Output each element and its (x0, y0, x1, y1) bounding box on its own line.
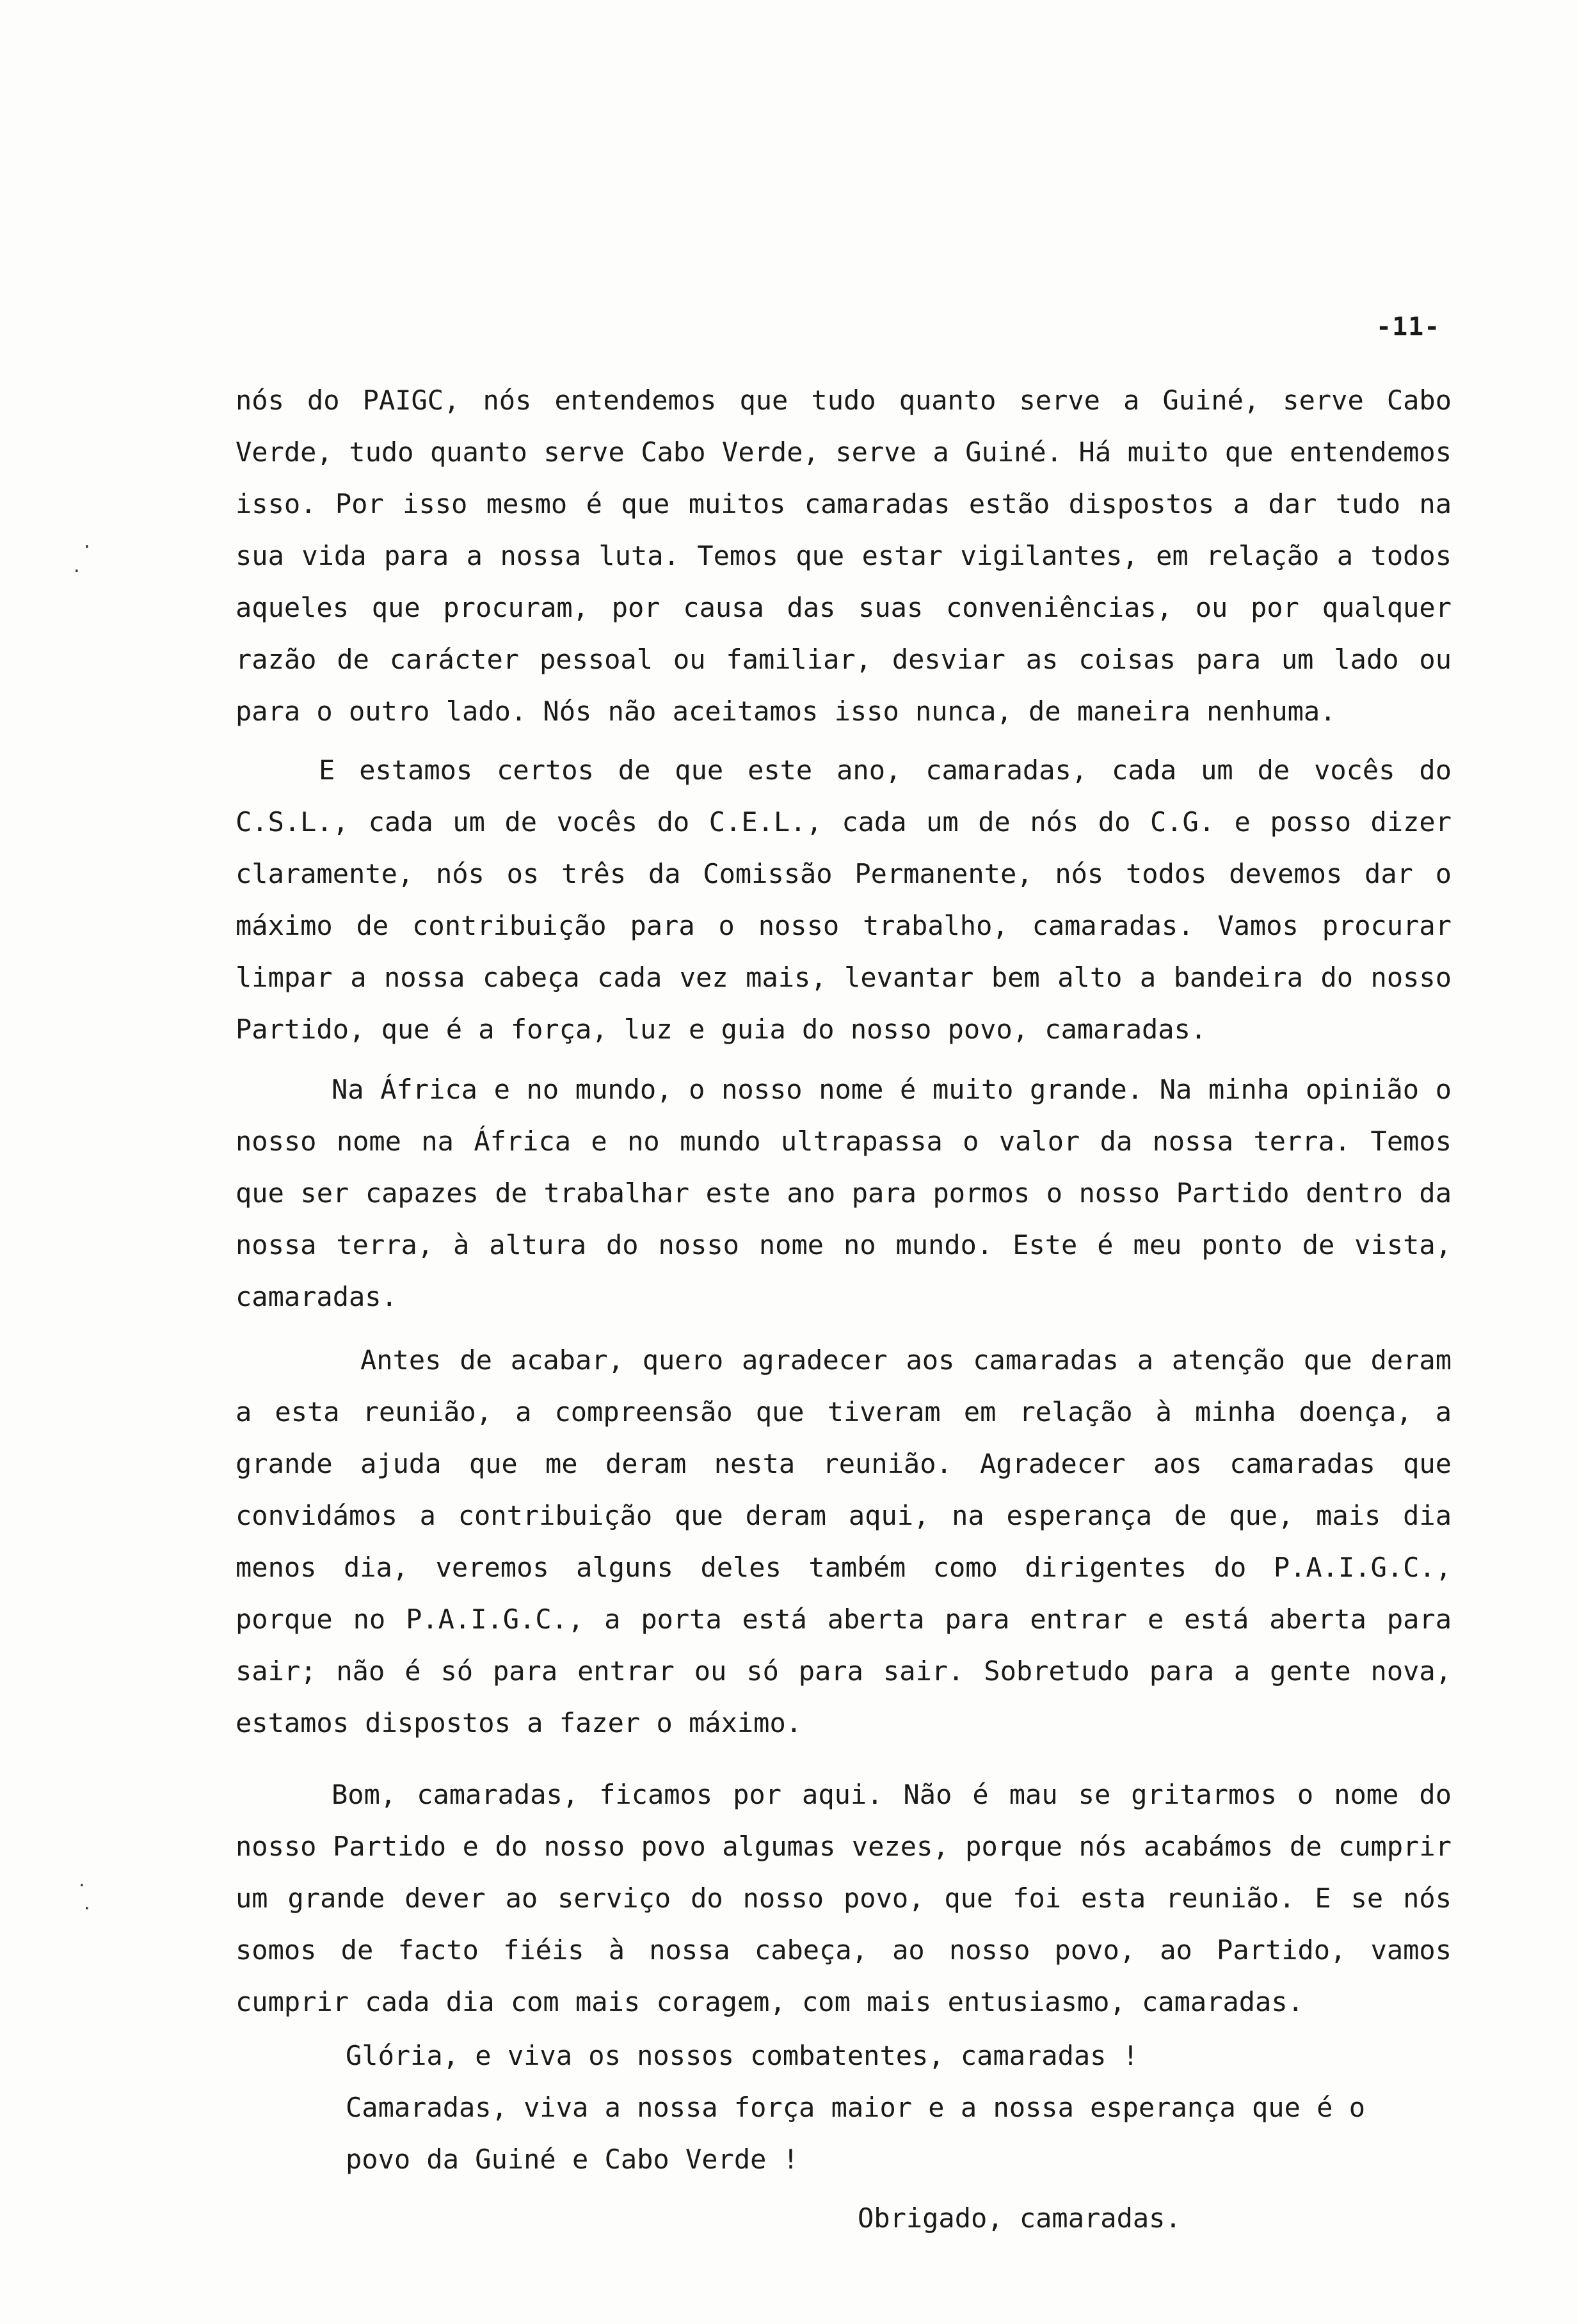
closing-line-2: Camaradas, viva a nossa força maior e a nossa esperança que é o (346, 2092, 1366, 2123)
paragraph-2 (236, 744, 1452, 1055)
paragraph-4-text: Antes de acabar, quero agradecer aos camaradas a atenção que deram a esta reunião, a compreensão que tiveram em relação à minha doença, a grande ajuda que me deram nesta reunião. Agradecer aos camaradas que convidámos a contribuição que deram aqui, na esperança de que, mais dia menos dia, veremos alguns deles também como dirigentes do P.A.I.G.C., porque no P.A.I.G.C., a porta está aberta para entrar e está aberta para sair; não é só para entrar ou só para sair. Sobretudo para a gente nova, estamos dispostos a fazer o máximo. (236, 1344, 1452, 1739)
page-number: -11- (1376, 312, 1441, 342)
paragraph-1-text: nós do PAIGC, nós entendemos que tudo quanto serve a Guiné, serve Cabo Verde, tudo quanto serve Cabo Verde, serve a Guiné. Há muito que entendemos isso. Por isso mesmo é que muitos camaradas estão dispostos a dar tudo na sua vida para a nossa luta. Temos que estar vigilantes, em relação a todos aqueles que procuram, por causa das suas conveniências, ou por qualquer razão de carácter pessoal ou familiar, desviar as coisas para um lado ou para o outro lado. Nós não aceitamos isso nunca, de maneira nenhuma. (236, 385, 1452, 727)
paragraph-2-text: E estamos certos de que este ano, camaradas, cada um de vocês do C.S.L., cada um de vocês do C.E.L., cada um de nós do C.G. e posso dizer claramente, nós os três da Comissão Permanente, nós todos devemos dar o máximo de contribuição para o nosso trabalho, camaradas. Vamos procurar limpar a nossa cabeça cada vez mais, levantar bem alto a bandeira do nosso Partido, que é a força, luz e guia do nosso povo, camaradas. (236, 754, 1452, 1045)
paragraph-5-text: Bom, camaradas, ficamos por aqui. Não é mau se gritarmos o nome do nosso Partido e do nosso povo algumas vezes, porque nós acabámos de cumprir um grande dever ao serviço do nosso povo, que foi esta reunião. E se nós somos de facto fiéis à nossa cabeça, ao nosso povo, ao Partido, vamos cumprir cada dia com mais coragem, com mais entusiasmo, camaradas. (236, 1779, 1452, 2018)
paragraph-3-text: Na África e no mundo, o nosso nome é muito grande. Na minha opinião o nosso nome na África e no mundo ultrapassa o valor da nossa terra. Temos que ser capazes de trabalhar este ano para pormos o nosso Partido dentro da nossa terra, à altura do nosso nome no mundo. Este é meu ponto de vista, camaradas. (236, 1074, 1452, 1312)
margin-punch-mark: · (72, 562, 82, 581)
paragraph-5 (236, 1769, 1452, 2028)
margin-punch-mark: · (82, 1899, 92, 1918)
closing-line-1: Glória, e viva os nossos combatentes, camaradas ! (346, 2040, 1139, 2071)
paragraph-1 (236, 374, 1452, 737)
paragraph-4 (236, 1334, 1452, 1749)
closing-line-3: povo da Guiné e Cabo Verde ! (346, 2144, 799, 2175)
margin-punch-mark: · (82, 537, 92, 557)
sign-off: Obrigado, camaradas. (858, 2202, 1181, 2234)
margin-punch-mark: · (77, 1876, 87, 1895)
paragraph-3 (236, 1063, 1452, 1323)
